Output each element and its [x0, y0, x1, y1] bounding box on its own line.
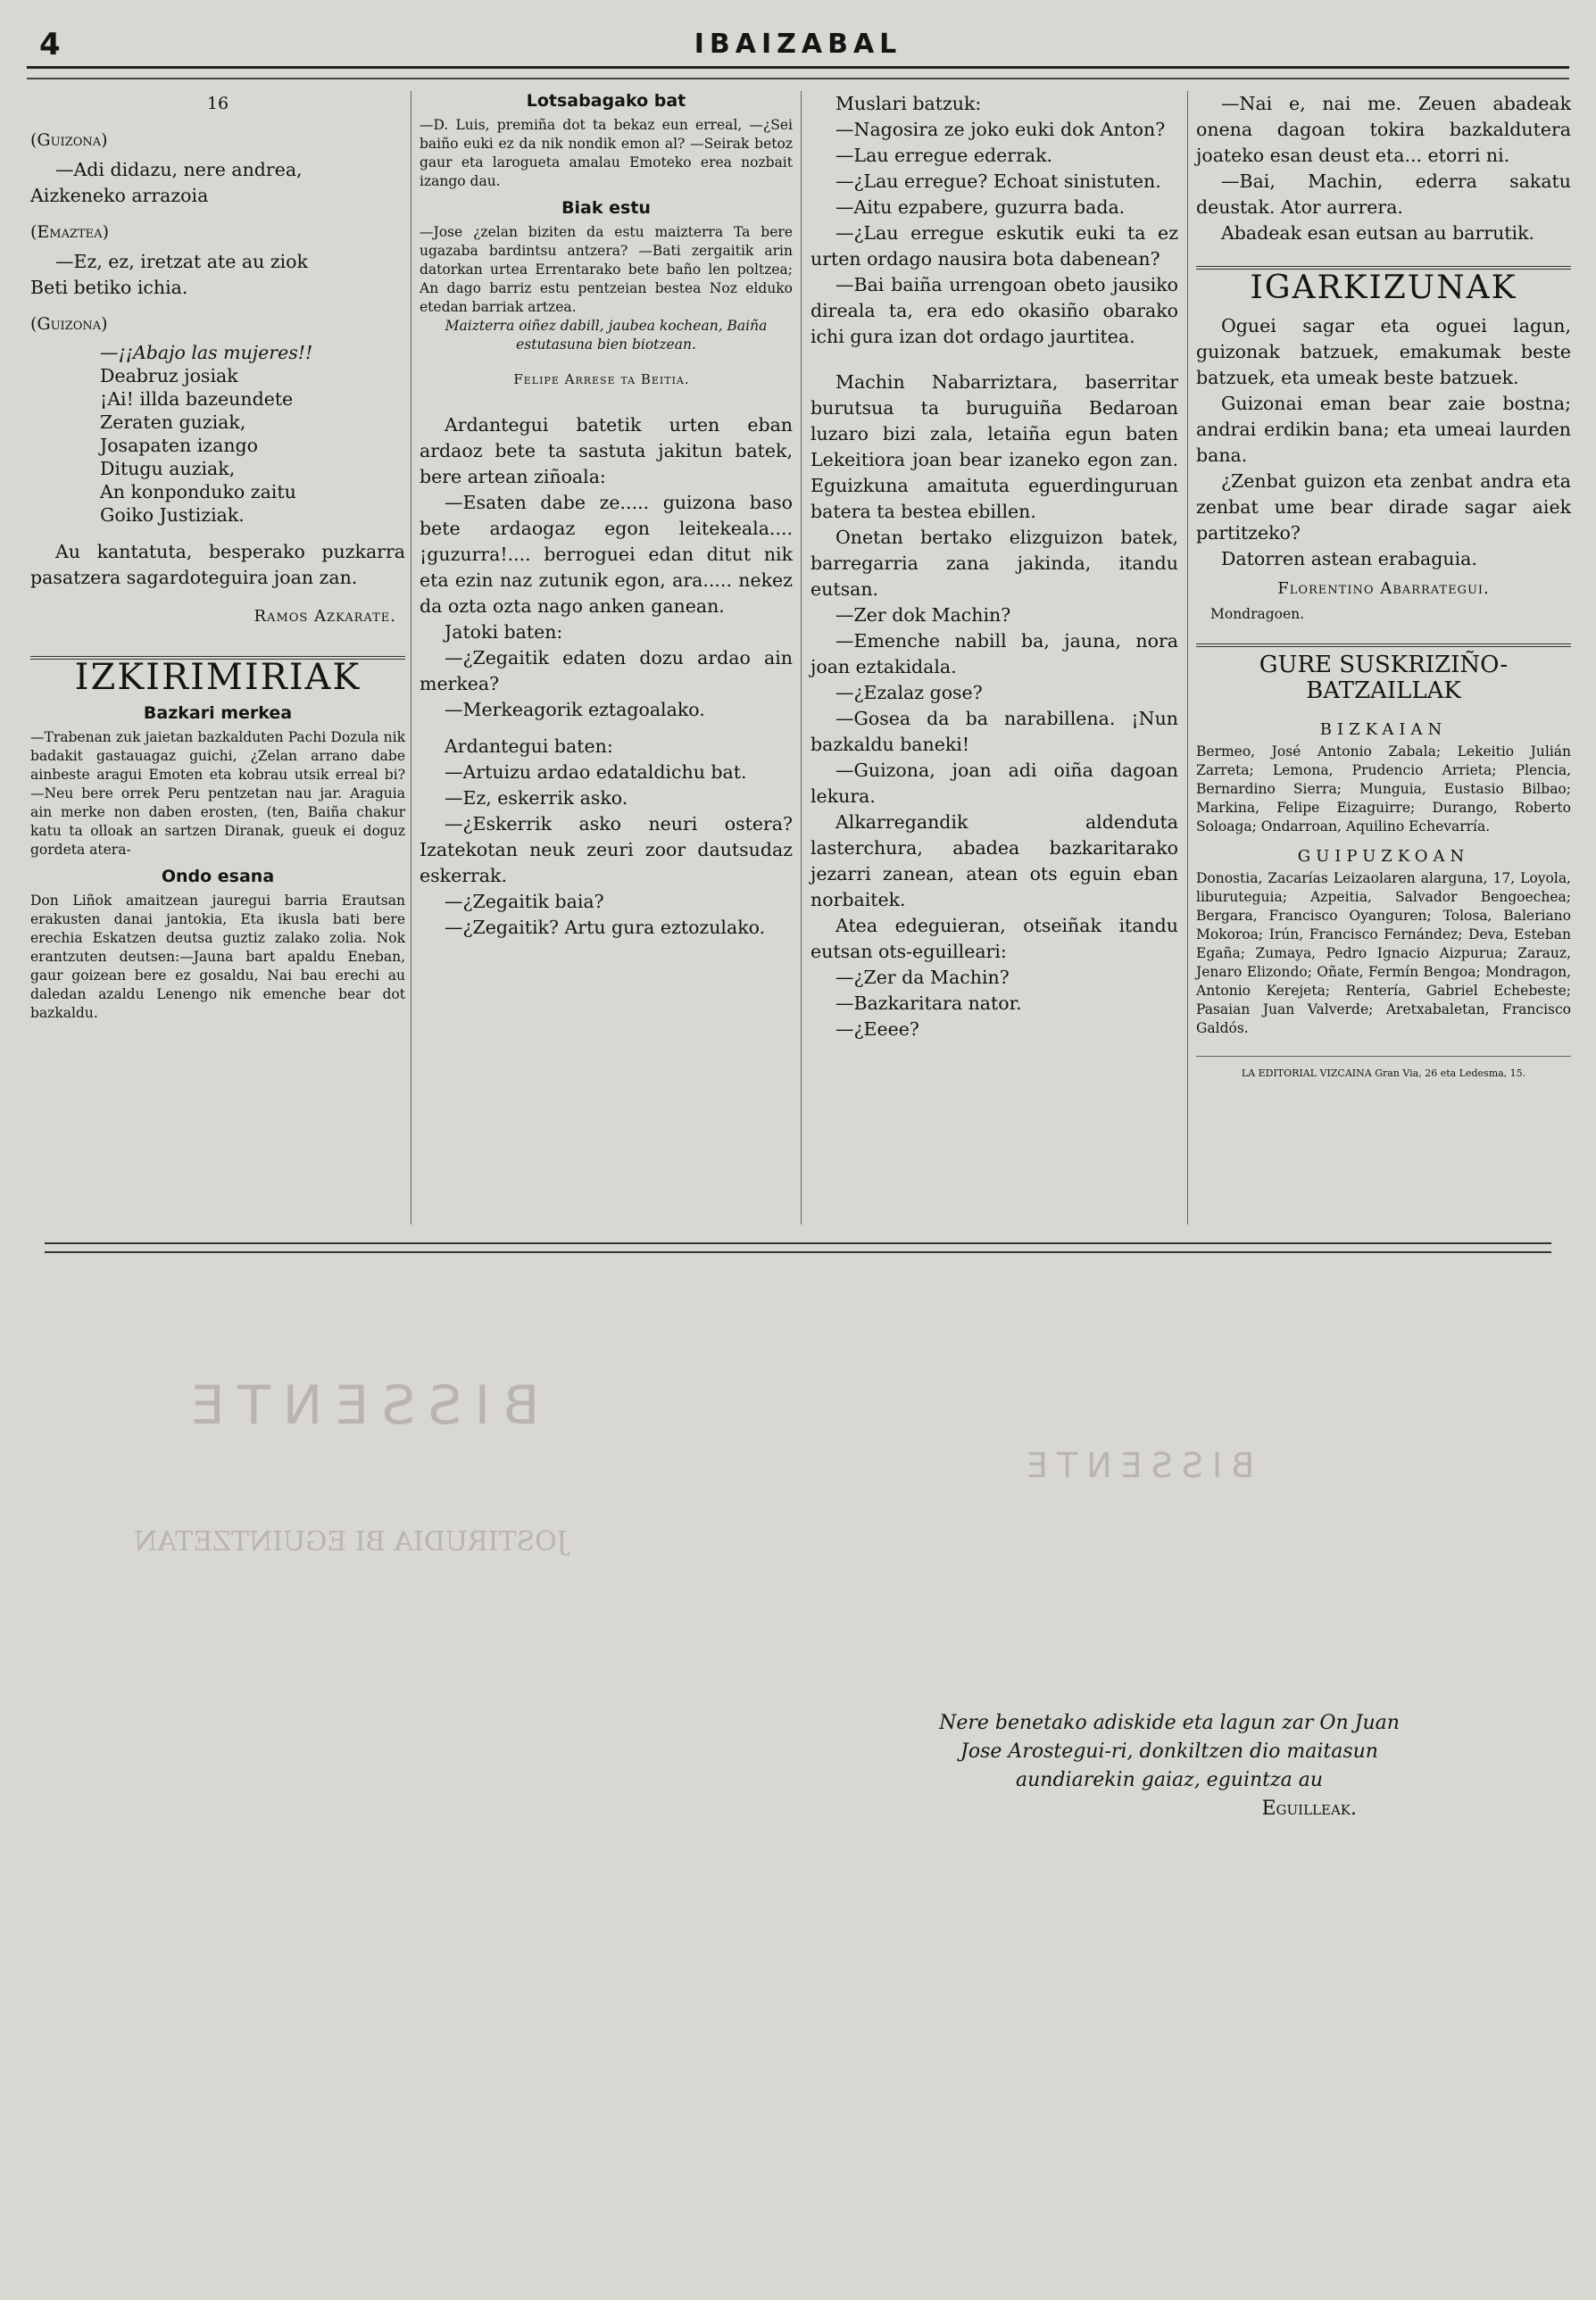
paragraph: Oguei sagar eta oguei lagun, guizonak batzuek, emakumak beste batzuek, eta umeak beste batzuek. [1196, 315, 1571, 388]
paragraph: Ardantegui baten: [445, 735, 613, 757]
paragraph: Jatoki baten: [445, 621, 563, 643]
column-2 [420, 91, 793, 941]
dialogue-line: —Adi didazu, nere andrea, [55, 159, 303, 180]
subscribers-list: Donostia, Zacarías Leizaolaren alarguna, 17, Loyola, liburuteguia; Azpeitia, Salvador Bengoechea; Bergara, Francisco Oyanguren; Tolosa, Baleriano Mokoroa; Irún, Francisco Fernández; Deva, Esteban Egaña; Zumaya, Pedro Ignacio Aizpurua; Zarauz, Jenaro Elizondo; Oñate, Fermín Bengoa; Mondragon, Antonio Kerejeta; Rentería, Gabriel Echebeste; Pasaian Juan Valverde; Aretxabaletan, Francisco Galdós. [1196, 870, 1571, 1036]
dedication-text: Nere benetako adiskide eta lagun zar On Juan Jose Arostegui-ri, donkiltzen dio maitasun aundiarekin gaiaz, eguintza au [939, 1712, 1400, 1791]
subheading: Ondo esana [161, 867, 275, 886]
dedication [919, 1709, 1419, 1823]
paragraph: —Ez, eskerrik asko. [445, 787, 628, 809]
section-heading: GURE SUSKRIZIÑO-BATZAILLAK [1196, 644, 1571, 704]
verse-couplet: Maizterra oiñez dabill, jaubea kochean, Baiña estutasuna bien biotzean. [445, 318, 768, 353]
poem-line: ¡Ai! illda bazeundete [100, 388, 294, 410]
author-signature: Ramos Azkarate. [254, 607, 396, 626]
poem-line: Goiko Justiziak. [100, 504, 245, 526]
place-line: Mondragoen. [1210, 606, 1305, 622]
paragraph: —Emenche nabill ba, jauna, nora joan eztakidala. [810, 630, 1178, 677]
dedication-signature: Eguilleak. [1261, 1798, 1357, 1820]
paragraph: —Nai e, nai me. Zeuen abadeak onena dagoan tokira bazkaldutera joateko esan deust eta... etorri ni. [1196, 93, 1571, 166]
section-rule [45, 1242, 1551, 1253]
closing-paragraph: Au kantatuta, besperako puzkarra pasatzera sagardoteguira joan zan. [30, 541, 405, 588]
verse-block: —D. Luis, premiña dot ta bekaz eun erreal, —¿Sei baiño euki ez da nik nondik emon al? —Seirak betoz gaur eta larogueta amalau Emoteko erea nozbait izango dau. [420, 117, 793, 189]
header-rule [27, 66, 1569, 79]
paragraph: Atea edeguieran, otseiñak itandu eutsan ots-eguilleari: [810, 915, 1178, 962]
region-heading: BIZKAIAN [1319, 720, 1448, 739]
subheading: Lotsabagako bat [526, 91, 686, 111]
printer-imprint: LA EDITORIAL VIZCAINA Gran Via, 26 eta Ledesma, 15. [1196, 1056, 1571, 1086]
bleed-through-subtitle: JOSTIRUDIA BI EGUINTZETAN [134, 1526, 568, 1557]
poem-line: Zeraten guziak, [100, 411, 246, 433]
poem [30, 341, 405, 527]
poem-line: An konponduko zaitu [100, 481, 296, 502]
poem-line: Ditugu auziak, [100, 458, 236, 479]
paragraph: Ardantegui batetik urten eban ardaoz bete ta sastuta jakitun batek, bere artean ziñoala: [420, 414, 793, 487]
section-heading: IGARKIZUNAK [1196, 266, 1571, 301]
paragraph: —Gosea da ba narabillena. ¡Nun bazkaldu baneki! [810, 708, 1178, 755]
dialogue-line: —Ez, ez, iretzat ate au ziok [55, 251, 308, 272]
poem-line: —¡¡Abajo las mujeres!! [100, 342, 313, 363]
column-4 [1196, 91, 1571, 1086]
paragraph: —¿Eeee? [835, 1018, 919, 1040]
paragraph: Alkarregandik aldenduta lasterchura, abadea bazkaritarako jezarri zanean, atean ots eguin eban norbaitek. [810, 811, 1178, 910]
verse-block: Don Liñok amaitzean jauregui barria Erautsan erakusten danai jantokia, Eta ikusla bati bere erechia Eskatzen deutsa guztiz zalako zolia. Nok erantzuten deutsen:—Jauna bart apaldu Eneban, gaur goizean bere ez gosaldu, Nai bau erechi au daledan azaldu Lenengo nik emenche bear dot bazkaldu. [30, 893, 405, 1021]
paragraph: —Bai, Machin, ederra sakatu deustak. Ator aurrera. [1196, 170, 1571, 218]
column-divider [1187, 91, 1188, 1225]
section-heading: IZKIRIMIRIAK [30, 656, 405, 691]
paragraph: —Merkeagorik eztagoalako. [445, 699, 705, 720]
author-signature: Florentino Abarrategui. [1277, 579, 1490, 598]
paragraph: —¿Lau erregue? Echoat sinistuten. [835, 170, 1161, 192]
bleed-through-title: BISSENTE [179, 1374, 540, 1437]
section-number: 16 [206, 94, 229, 113]
masthead-title: IBAIZABAL [694, 29, 902, 60]
region-heading: GUIPUZKOAN [1297, 847, 1470, 866]
paragraph: —Bai baiña urrengoan obeto jausiko direala ta, era edo okasiño obarako ichi gura izan dot ordago jaurtitea. [810, 274, 1178, 347]
poem-line: Josapaten izango [100, 435, 258, 456]
paragraph: —¿Eskerrik asko neuri ostera? Izatekotan neuk zeuri zoor dautsudaz eskerrak. [420, 813, 793, 886]
poem-line: Deabruz josiak [100, 365, 238, 386]
speaker-label: (Emaztea) [30, 222, 109, 242]
speaker-label: (Guizona) [30, 130, 108, 150]
paragraph: —¿Zegaitik edaten dozu ardao ain merkea? [420, 647, 793, 694]
paragraph: —Bazkaritara nator. [835, 992, 1022, 1014]
paragraph: Datorren astean erabaguia. [1221, 548, 1477, 569]
dialogue-line: Aizkeneko arrazoia [30, 185, 209, 206]
paragraph: Guizonai eman bear zaie bostna; andrai erdikin bana; eta umeai laurden bana. [1196, 393, 1571, 466]
paragraph: —Zer dok Machin? [835, 604, 1011, 626]
paragraph: —Guizona, joan adi oiña dagoan lekura. [810, 760, 1178, 807]
dialogue-line: Beti betiko ichia. [30, 277, 188, 298]
paragraph: Machin Nabarriztara, baserritar burutsua ta buruguiña Bedaroan luzaro bizi zala, letaiña egun baten Lekeitiora joan bear izaneko egon zan. Eguizkuna amaituta eguerdinguruan batera ta bestea ebillen. [810, 371, 1178, 522]
paragraph: —Esaten dabe ze..... guizona baso bete ardaogaz egon leitekeala.... ¡guzurra!.... berroguei edan ditut nik eta ezin naz zutunik egon, ara..... nekez da ozta ozta nago anken ganean. [420, 492, 793, 617]
column-divider [801, 91, 802, 1225]
paragraph: —Artuizu ardao edataldichu bat. [445, 761, 747, 783]
paragraph: —Lau erregue ederrak. [835, 145, 1053, 166]
verse-block: —Trabenan zuk jaietan bazkalduten Pachi Dozula nik badakit gastauagaz guichi, ¿Zelan arrano dabe ainbeste aragui Emoten eta kobrau utsik erreal bi? —Neu bere orrek Peru pentzetan nau jar. Araguia ain merke non daben erosten, (ten, Baiña chakur katu ta olloak an sartzen Diranak, gueuk ei doguz gordeta atera- [30, 729, 405, 858]
paragraph: —¿Lau erregue eskutik euki ta ez urten ordago nausira bota dabenean? [810, 222, 1178, 270]
speaker-label: (Guizona) [30, 314, 108, 334]
paragraph: —¿Zegaitik baia? [445, 891, 604, 912]
paragraph: —¿Ezalaz gose? [835, 682, 983, 703]
verse-block: —Jose ¿zelan biziten da estu maizterra Ta bere ugazaba bardintsu antzera? —Bati zergaitik arin datorkan urtea Errentarako bete baño len poltzea; An dago barriz estu pentzeian bestea Noz elduko etedan barriak artzea. [420, 224, 793, 315]
column-3 [810, 91, 1178, 1042]
subscribers-list: Bermeo, José Antonio Zabala; Lekeitio Julián Zarreta; Lemona, Prudencio Arrieta; Plencia, Bernardino Sierra; Munguia, Eustasio Bilbao; Markina, Felipe Eizaguirre; Durango, Roberto Soloaga; Ondarroan, Aquilino Echevarría. [1196, 743, 1571, 834]
subheading: Biak estu [561, 198, 651, 218]
author-signature: Felipe Arrese ta Beitia. [513, 371, 690, 387]
paragraph: —¿Zer da Machin? [835, 967, 1010, 988]
paragraph: Abadeak esan eutsan au barrutik. [1221, 222, 1535, 244]
paragraph: —Nagosira ze joko euki dok Anton? [835, 119, 1166, 140]
page-number: 4 [39, 27, 61, 62]
subheading: Bazkari merkea [143, 703, 293, 723]
paragraph: ¿Zenbat guizon eta zenbat andra eta zenbat ume bear dirade sagar aiek partitzeko? [1196, 470, 1571, 544]
paragraph: —Aitu ezpabere, guzurra bada. [835, 196, 1126, 218]
column-1 [30, 91, 405, 1023]
bleed-through-title: BISSENTE [1018, 1446, 1255, 1485]
paragraph: —¿Zegaitik? Artu gura eztozulako. [445, 917, 766, 938]
paragraph: Muslari batzuk: [835, 93, 982, 114]
paragraph: Onetan bertako elizguizon batek, barregarria zana jakinda, itandu eutsan. [810, 527, 1178, 600]
